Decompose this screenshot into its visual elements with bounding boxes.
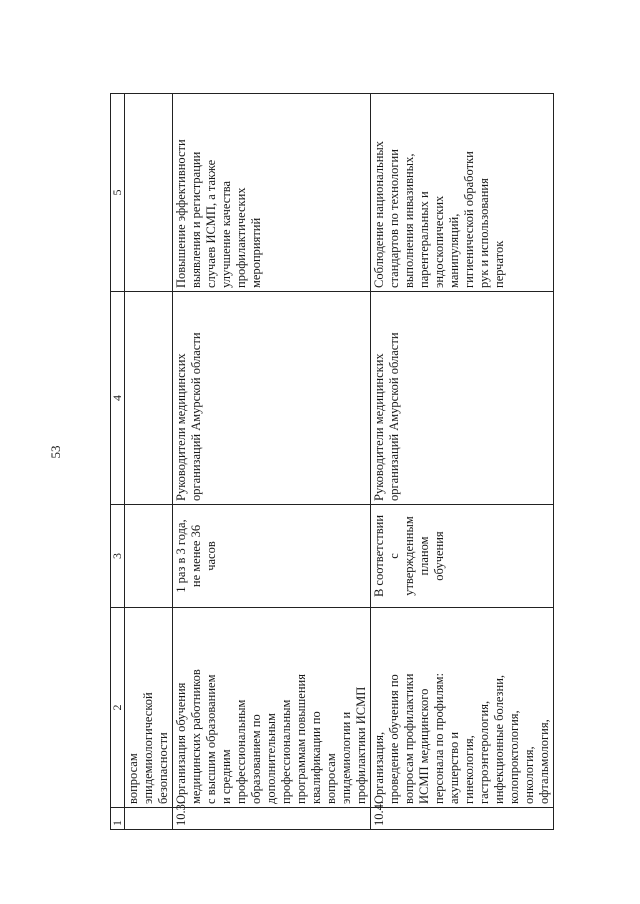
table-row xyxy=(371,94,554,830)
table-row xyxy=(125,94,173,830)
header-cell-1: 1 xyxy=(111,808,125,830)
event-description: Организация обучения медицинских работников с высшим образованием и средним профессиональным образованием по дополнительным профессиональным программам повышения квалификации по вопросам эпидемиологии и профилактики ИСМП xyxy=(173,608,371,808)
responsible: Руководители медицинских организаций Амурской области xyxy=(371,292,554,505)
event-description: вопросам эпидемиологической безопасности xyxy=(125,608,173,808)
deadline xyxy=(125,505,173,608)
deadline: В соответствии с утвержденным планом обучения xyxy=(371,505,554,608)
row-number: 10.3. xyxy=(173,808,371,830)
header-row xyxy=(111,94,125,830)
event-description: Организация, проведение обучения по вопросам профилактики ИСМП медицинского персонала по профилям: акушерство и гинекология, гастроэнтерология, инфекционные болезни, колопроктология, онкология, офтальмология, xyxy=(371,608,554,808)
table-container xyxy=(110,94,551,830)
responsible xyxy=(125,292,173,505)
rotated-table xyxy=(110,94,551,830)
row-number: 10.4. xyxy=(371,808,554,830)
deadline: 1 раз в 3 года, не менее 36 часов xyxy=(173,505,371,608)
expected-result: Соблюдение национальных стандартов по технологии выполнения инвазивных, парентеральных и эндоскопических манипуляций, гигиенической обработки рук и использования перчаток xyxy=(371,94,554,292)
page-number: 53 xyxy=(48,445,63,459)
row-number xyxy=(125,808,173,830)
expected-result: Повышение эффективности выявления и регистрации случаев ИСМП, а также улучшение качества профилактических мероприятий xyxy=(173,94,371,292)
header-cell-5: 5 xyxy=(111,94,125,292)
responsible: Руководители медицинских организаций Амурской области xyxy=(173,292,371,505)
header-cell-3: 3 xyxy=(111,505,125,608)
header-cell-4: 4 xyxy=(111,292,125,505)
header-cell-2: 2 xyxy=(111,608,125,808)
expected-result xyxy=(125,94,173,292)
plan-table xyxy=(110,93,554,830)
table-row xyxy=(173,94,371,830)
